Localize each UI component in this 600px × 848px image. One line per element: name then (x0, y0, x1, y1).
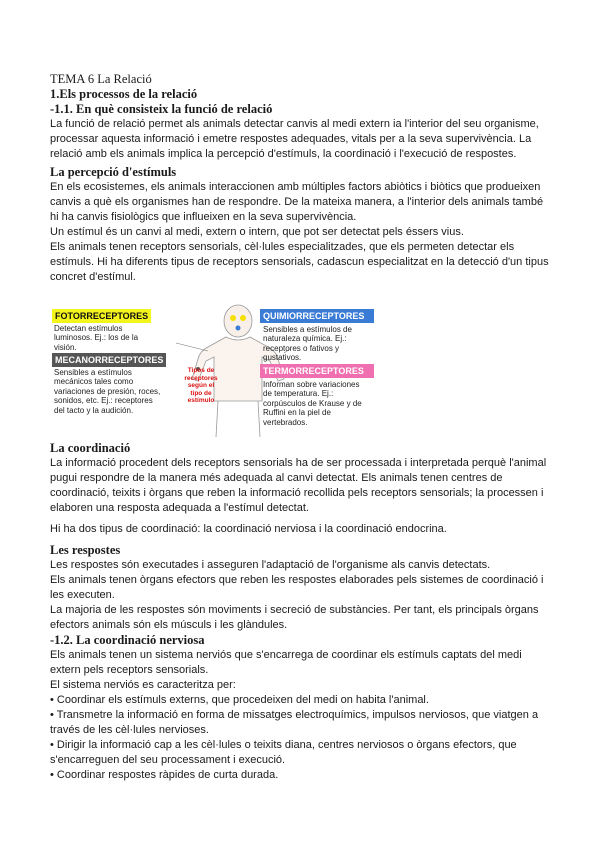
quimiorreceptores-desc (263, 325, 352, 363)
text-line: Un estímul és un canvi al medi, extern o intern, que pot ser detectat pels éssers vius. (50, 226, 464, 238)
paragraph-respostes (50, 558, 562, 633)
subsection-heading: -1.1. En què consisteix la funció de relació (50, 102, 273, 116)
text-line: El sistema nerviós es caracteritza per: (50, 679, 236, 691)
text-line: processar aquesta informació i emetre respostes adequades, vitals per a la seva supervivència. La (50, 133, 532, 145)
text-line: La informació procedent dels receptors sensorials ha de ser processada i interpretada perquè l'animal (50, 457, 547, 469)
desc-line: variaciones de presión, roces, (54, 386, 161, 396)
desc-line: del tacto y la audición. (54, 405, 134, 415)
text-line: relació amb els animals implica la percepció d'estímuls, la coordinació i l'execució de respostes. (50, 148, 517, 160)
document-page (50, 72, 562, 783)
termorreceptores-label: TERMORRECEPTORES (260, 364, 374, 378)
bullet-item: • Dirigir la informació cap a les cèl·lules o teixits diana, centres nerviosos o òrgans efectors, que (50, 739, 517, 751)
text-line: concret d'estímul. (50, 271, 136, 283)
desc-line: de temperatura. Ej.: (263, 389, 334, 399)
bullet-item: • Coordinar els estímuls externs, que procedeixen del medi on habita l'animal. (50, 694, 429, 706)
termorreceptores-desc (263, 380, 362, 427)
desc-line: receptores o fativos y (263, 343, 340, 353)
desc-line: naturaleza química. Ej.: (263, 334, 347, 344)
desc-line: visión. (54, 342, 77, 352)
bullet-item: • Coordinar respostes ràpides de curta durada. (50, 769, 279, 781)
desc-line: luminosos. Ej.: los de la (54, 333, 139, 343)
desc-line: sonidos, etc. Ej.: receptores (54, 396, 153, 406)
desc-line: Sensibles a estímulos (54, 368, 132, 377)
desc-line: mecánicos tales como (54, 377, 134, 387)
paragraph-coordinacio (50, 456, 562, 516)
text-line: La funció de relació permet als animals detectar canvis al medi extern ia l'interior del seu organisme, (50, 118, 539, 130)
text-line: efectors animals són els músculs i les glàndules. (50, 619, 288, 631)
fotorreceptores-desc (54, 324, 138, 352)
mecanorreceptores-desc (54, 368, 160, 415)
desc-line: Informan sobre variaciones (263, 380, 360, 389)
desc-line: vertebrados. (263, 417, 308, 427)
desc-line: Ruffini en la piel de (263, 408, 331, 418)
note-line: tipo de (190, 389, 212, 397)
text-line: través de les cèl·lules nervioses. (50, 724, 209, 736)
desc-line: Detectan estímulos (54, 324, 123, 333)
text-line: Els animals tenen un sistema nerviós que s'encarrega de coordinar els estímuls captats del medi (50, 649, 522, 661)
subsection-heading-nerviosa: -1.2. La coordinació nerviosa (50, 633, 205, 647)
text-line: coordinació, teixits i òrgans que reben la informació recollida pels receptors sensorials; la processen i (50, 487, 544, 499)
text-line: s'encarreguen del seu processament i execució. (50, 754, 286, 766)
desc-line: corpúsculos de Krause y de (263, 398, 362, 408)
note-line: receptores (184, 374, 218, 382)
text-line: Els animals tenen receptors sensorials, cèl·lules especialitzades, que els permeten detectar els (50, 241, 515, 253)
text-line: hi ha canvis fisiològics que influeixen en la seva supervivència. (50, 211, 357, 223)
text-line: extern pels receptors sensorials. (50, 664, 209, 676)
text-line: La majoria de les respostes són moviments i secreció de substàncies. Per tant, els principals òrgans (50, 604, 539, 616)
text-line: estímuls. Hi ha diferents tipus de receptors sensorials, cadascun especialitzat en la detecció d'un tipus (50, 256, 549, 268)
text-line: Els animals tenen òrgans efectors que reben les respostes elaborades pels sistemes de coordinació i (50, 574, 544, 586)
text-line: Les respostes són executades i asseguren l'adaptació de l'organisme als canvis detectats. (50, 559, 491, 571)
note-line: Tipos de (187, 367, 215, 374)
note-line: según el (187, 382, 215, 389)
paragraph-nerviosa (50, 648, 562, 783)
tipos-receptores-note (180, 367, 222, 405)
note-line: estímulo (187, 397, 215, 404)
heading-coordinacio: La coordinació (50, 441, 131, 455)
paragraph-percepcio (50, 180, 562, 285)
mecanorreceptores-label: MECANORRECEPTORES (52, 353, 166, 367)
paragraph-relacio (50, 117, 562, 162)
text-line: En els ecosistemes, els animals interaccionen amb múltiples factors abiòtics i biòtics que produeixen (50, 181, 541, 193)
fotorreceptores-label: FOTORRECEPTORES (52, 309, 151, 323)
desc-line: Sensibles a estímulos de (263, 325, 352, 334)
paragraph-tipus-coordinacio: Hi ha dos tipus de coordinació: la coordinació nerviosa i la coordinació endocrina. (50, 523, 447, 535)
text-line: canvis a què els organismes han de respondre. De la mateixa manera, a l'interior dels animals també (50, 196, 544, 208)
text-line: les executen. (50, 589, 115, 601)
quimiorreceptores-label: QUIMIORRECEPTORES (260, 309, 374, 323)
receptors-figure (50, 307, 562, 437)
document-title: TEMA 6 La Relació (50, 72, 152, 86)
text-line: pugui respondre de la manera més adequada al canvi detectat. Els animals tenen centres de (50, 472, 503, 484)
desc-line: gustativos. (263, 353, 302, 363)
heading-respostes: Les respostes (50, 543, 121, 557)
heading-percepcio: La percepció d'estímuls (50, 165, 177, 179)
section-heading: 1.Els processos de la relació (50, 87, 198, 101)
bullet-item: • Transmetre la informació en forma de missatges electroquímics, impulsos nerviosos, que viatgen a (50, 709, 539, 721)
text-line: elaboren una resposta adequada a l'estímul detectat. (50, 502, 309, 514)
